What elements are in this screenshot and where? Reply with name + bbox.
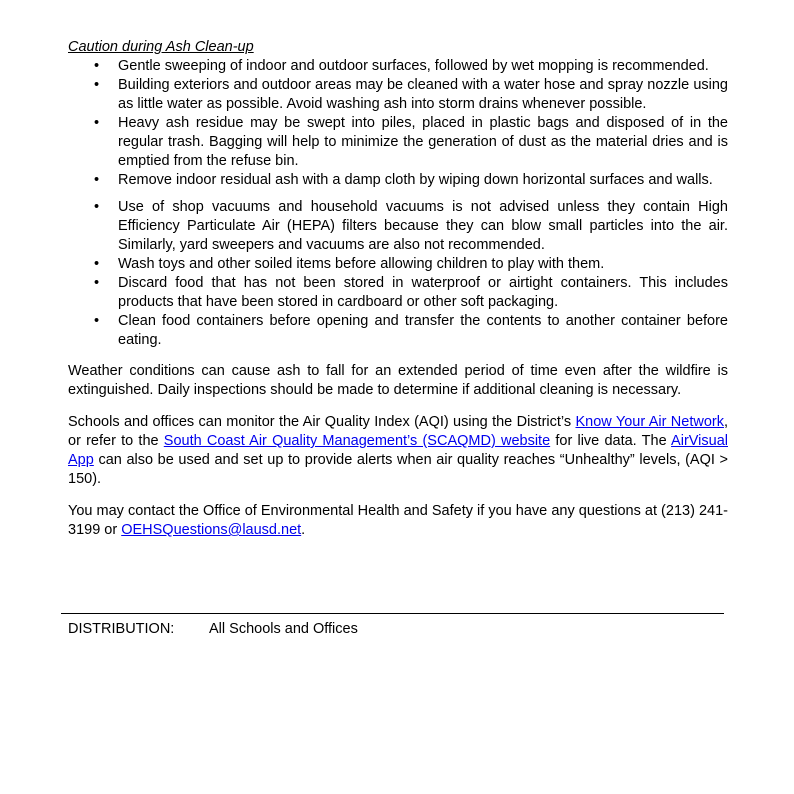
- bullet-icon: •: [94, 275, 100, 291]
- know-your-air-link[interactable]: Know Your Air Network: [575, 414, 724, 430]
- bullet-icon: •: [94, 58, 100, 74]
- scaqmd-website-link[interactable]: South Coast Air Quality Management’s (SCAQMD) website: [163, 433, 551, 449]
- list-item: • Building exteriors and outdoor areas may be cleaned with a water hose and spray nozzle using as little water as possible. Avoid washing ash into storm drains whenever possible.: [94, 77, 728, 112]
- list-item: • Remove indoor residual ash with a damp cloth by wiping down horizontal surfaces and walls.: [94, 172, 713, 188]
- section-heading: Caution during Ash Clean-up: [68, 39, 254, 55]
- bullet-icon: •: [94, 256, 100, 272]
- list-item: • Discard food that has not been stored in waterproof or airtight containers. This includes products that have been stored in cardboard or other soft packaging.: [94, 275, 728, 310]
- document-body: [68, 38, 728, 540]
- list-item: • Use of shop vacuums and household vacuums is not advised unless they contain High Efficiency Particulate Air (HEPA) filters because they can blow small particles into the air. Similarly, yard sweepers and vacuums are also not recommended.: [94, 199, 728, 253]
- bullet-icon: •: [94, 77, 100, 93]
- list-item: • Clean food containers before opening and transfer the contents to another container before eating.: [94, 313, 728, 348]
- list-item: • Heavy ash residue may be swept into piles, placed in plastic bags and disposed of in the regular trash. Bagging will help to minimize the generation of dust as the material dries and is emptied from the refuse bin.: [94, 115, 728, 169]
- distribution-value: All Schools and Offices: [209, 621, 358, 637]
- bullet-icon: •: [94, 115, 100, 131]
- list-item: • Gentle sweeping of indoor and outdoor surfaces, followed by wet mopping is recommended.: [94, 58, 709, 74]
- bullet-list: [68, 57, 728, 350]
- distribution-label: DISTRIBUTION:: [68, 621, 175, 637]
- bullet-icon: •: [94, 313, 100, 329]
- divider: [61, 613, 724, 614]
- contact-paragraph: You may contact the Office of Environmental Health and Safety if you have any questions at (213) 241-3199 or OEHSQuestions@lausd.net.: [68, 503, 728, 538]
- bullet-icon: •: [94, 172, 100, 188]
- bullet-icon: •: [94, 199, 100, 215]
- list-item: • Wash toys and other soiled items before allowing children to play with them.: [94, 256, 605, 272]
- email-link[interactable]: OEHSQuestions@lausd.net: [121, 522, 302, 538]
- aqi-paragraph: Schools and offices can monitor the Air Quality Index (AQI) using the District’s Know Your Air Network, or refer to the South Coast Air Quality Management’s (SCAQMD) website for live data. The AirVisual App can also be used and set up to provide alerts when air quality reaches “Unhealthy” levels, (AQI > 150).: [68, 414, 729, 487]
- weather-paragraph: Weather conditions can cause ash to fall for an extended period of time even after the wildfire is extinguished. Daily inspections should be made to determine if additional cleaning is necessary.: [68, 363, 728, 398]
- distribution-line: [68, 620, 358, 639]
- airvisual-app-link[interactable]: AirVisual App: [68, 433, 728, 468]
